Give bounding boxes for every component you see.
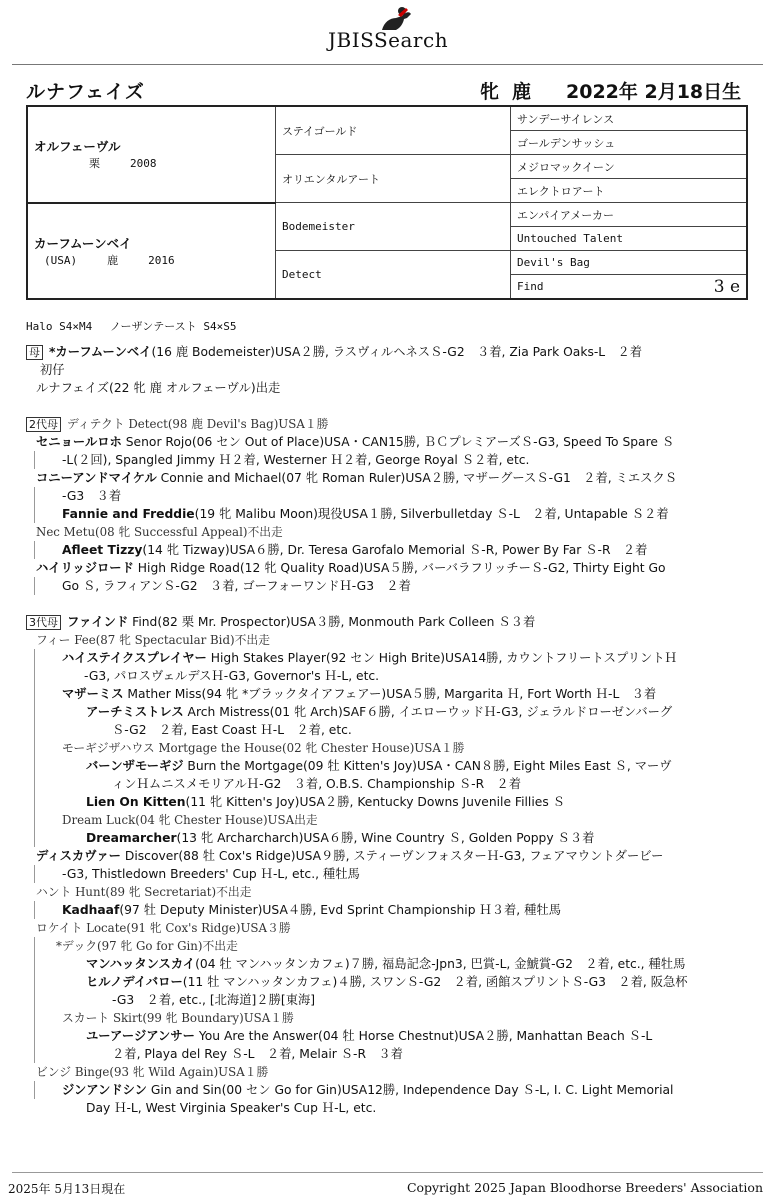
horse-record-text: Find(82 栗 Mr. Prospector)USA３勝, Monmouth Park Colleen Ｓ３着 [128,615,536,629]
inbreeding-note: Halo S4×M4 ノーザンテースト S4×S5 [26,320,237,333]
horse-record-text: (13 牝 Archarcharch)USA６勝, Wine Country Ｓ, Golden Poppy Ｓ３着 [176,831,595,845]
family-line [26,1009,748,1027]
horse-record-text: Day Ｈ-L, West Virginia Speaker's Cup Ｈ-L, etc. [86,1101,377,1115]
family-line [26,847,748,865]
horse-record-text: (11 牡 マンハッタンカフェ)４勝, スワンＳ-G2 ２着, 函館スプリントＳ-G3 ２着, 阪急杯 [182,975,688,989]
pedigree-g3-3[interactable]: メジロマックイーン [511,155,748,179]
pedigree-g3-1[interactable]: サンデーサイレンス [511,106,748,131]
family-line [26,721,748,739]
horse-record-text: ハント Hunt(89 牝 Secretariat)不出走 [36,885,252,899]
horse-record-text: ビンジ Binge(93 牝 Wild Again)USA１勝 [36,1065,269,1079]
horse-name: ルナフェイズ [26,81,145,103]
pedigree-g3-2[interactable]: ゴールデンサッシュ [511,131,748,155]
family-line [26,1081,748,1099]
generation-tag: 母 [26,345,43,360]
horse-link[interactable]: ヒルノデイバロー [86,975,183,989]
horse-record-text: ２着, Playa del Rey Ｓ-L ２着, Melair Ｓ-R ３着 [112,1047,403,1061]
horse-link[interactable]: Kadhaaf [62,903,120,917]
family-line [26,865,748,883]
family-line [26,1045,748,1063]
horse-record-text: ディテクト Detect(98 鹿 Devil's Bag)USA１勝 [67,417,329,431]
section-gap [26,595,748,613]
family-line [26,973,748,991]
horse-sex: 牝 [480,81,500,103]
family-line [26,559,748,577]
sire-info: 栗 2008 [89,157,157,171]
horse-record-text: ロケイト Locate(91 牝 Cox's Ridge)USA３勝 [36,921,291,935]
horse-record-text: You Are the Answer(04 牡 Horse Chestnut)USA２勝, Manhattan Beach Ｓ-L [194,1029,653,1043]
horse-record-text: Connie and Michael(07 牝 Roman Ruler)USA２勝, マザーグースＳ-G1 ２着, ミエスクＳ [156,471,678,485]
horse-color: 鹿 [512,81,532,103]
section-gap [26,397,748,415]
family-line [26,649,748,667]
horse-record-text: -G3 ３着 [62,489,122,503]
family-line [26,1027,748,1045]
family-line [26,955,748,973]
horse-record-text: -G3, Thistledown Breeders' Cup Ｈ-L, etc., 種牡馬 [62,867,360,881]
horse-link[interactable]: マザーミス [62,687,124,701]
horse-record-text: (19 牝 Malibu Moon)現役USA１勝, Silverbulletday Ｓ-L ２着, Untapable Ｓ２着 [194,507,669,521]
horse-record-text: Burn the Mortgage(09 牡 Kitten's Joy)USA・CAN８勝, Eight Miles East Ｓ, マーヴ [183,759,672,773]
horse-link[interactable]: Fannie and Freddie [62,507,195,521]
pedigree-dam-dam[interactable]: Detect [276,251,511,300]
footer-divider [12,1172,763,1173]
logo-text: JBISSearch [328,28,449,52]
horse-record-text: -G3 ２着, etc., [北海道]２勝[東海] [112,993,316,1007]
family-line [26,703,748,721]
horse-birthdate: 2022年 2月18日生 [566,81,742,103]
family-line [26,469,748,487]
family-line [26,577,748,595]
horse-record-text: ルナフェイズ(22 牝 鹿 オルフェーヴル)出走 [36,381,281,395]
horse-record-text: -L(２回), Spangled Jimmy Ｈ２着, Westerner Ｈ２着, George Royal Ｓ２着, etc. [62,453,530,467]
family-line [26,523,748,541]
family-line [26,451,748,469]
family-line [26,991,748,1009]
pedigree-sire-sire[interactable]: ステイゴールド [276,106,511,155]
family-line [26,811,748,829]
family-line [26,883,748,901]
family-line [26,433,748,451]
family-line [26,487,748,505]
family-line [26,937,748,955]
horse-link[interactable]: Dreamarcher [86,831,177,845]
family-line [26,361,748,379]
family-line [26,793,748,811]
horse-record-text: Discover(88 牡 Cox's Ridge)USA９勝, スティーヴンフォスターＨ-G3, フェアマウントダービー [120,849,664,863]
family-line [26,1099,748,1117]
family-line [26,631,748,649]
family-line [26,415,748,433]
horse-record-text: スカート Skirt(99 牝 Boundary)USA１勝 [62,1011,294,1025]
horse-link[interactable]: セニョールロホ [36,435,122,449]
generation-tag: 2代母 [26,417,61,432]
horse-link[interactable]: ハイステイクスプレイヤー [62,651,207,665]
horse-link[interactable]: ジンアンドシン [62,1083,147,1097]
horse-record-text: (97 牡 Deputy Minister)USA４勝, Evd Sprint Championship Ｈ３着, 種牡馬 [119,903,562,917]
pedigree-g3-4[interactable]: エレクトロアート [511,179,748,203]
generation-tag: 3代母 [26,615,61,630]
family-line [26,505,748,523]
dam-info: (USA) 鹿 2016 [44,253,175,267]
family-line [26,541,748,559]
pedigree-sire[interactable] [27,106,276,203]
family-line [26,901,748,919]
footer-copyright: Copyright 2025 Japan Bloodhorse Breeders' Association [406,1180,763,1195]
jbis-search-logo[interactable] [328,6,468,54]
pedigree-dam-sire[interactable]: Bodemeister [276,203,511,251]
horse-link[interactable]: Afleet Tizzy [62,543,143,557]
pedigree-table [26,105,748,300]
pedigree-g3-8[interactable]: Find 3 e [511,275,748,300]
horse-record-text: ィンＨムニスメモリアルＨ-G2 ３着, O.B.S. Championship Ｓ-R ２着 [112,777,522,791]
family-line [26,775,748,793]
pedigree-g3-5[interactable]: エンパイアメーカー [511,203,748,227]
horse-record-text: Dream Luck(04 牝 Chester House)USA出走 [62,813,318,827]
family-number: 3 e [713,277,740,297]
horse-record-text: フィー Fee(87 牝 Spectacular Bid)不出走 [36,633,270,647]
horse-link[interactable]: ハイリッジロード [36,561,134,575]
horse-record-text: Senor Rojo(06 セン Out of Place)USA・CAN15勝, ＢＣプレミアーズＳ-G3, Speed To Spare Ｓ [121,435,675,449]
family-record [26,343,748,1117]
horse-link[interactable]: マンハッタンスカイ [86,957,196,971]
dam-name: カーフムーンベイ [34,235,132,251]
pedigree-g3-7[interactable]: Devil's Bag [511,251,748,275]
horse-link[interactable]: ディスカヴァー [36,849,121,863]
family-line [26,919,748,937]
family-line [26,757,748,775]
horse-record-text: (14 牝 Tizway)USA６勝, Dr. Teresa Garofalo Memorial Ｓ-R, Power By Far Ｓ-R ２着 [142,543,648,557]
horse-record-text: モーギジザハウス Mortgage the House(02 牝 Chester House)USA１勝 [62,741,465,755]
family-line [26,739,748,757]
horse-record-text: Nec Metu(08 牝 Successful Appeal)不出走 [36,525,283,539]
horse-record-text: Mather Miss(94 牝 *ブラックタイアフェアー)USA５勝, Margarita Ｈ, Fort Worth Ｈ-L ３着 [123,687,657,701]
horse-record-text: High Ridge Road(12 牝 Quality Road)USA５勝, バーバラフリッチーＳ-G2, Thirty Eight Go [133,561,666,575]
family-line [26,1063,748,1081]
sire-name: オルフェーヴル [34,139,121,155]
horse-link[interactable]: バーンザモーギジ [86,759,184,773]
pedigree-dam[interactable] [27,203,276,300]
horse-record-text: Go Ｓ, ラフィアンＳ-G2 ３着, ゴーフォーワンドＨ-G3 ２着 [62,579,411,593]
horse-record-text: (04 牡 マンハッタンカフェ)７勝, 福島記念-Jpn3, 巴賞-L, 金鯱賞-G2 ２着, etc., 種牡馬 [195,957,686,971]
horse-link[interactable]: コニーアンドマイケル [36,471,157,485]
family-line [26,613,748,631]
horse-record-text: Ｓ-G2 ２着, East Coast Ｈ-L ２着, etc. [112,723,352,737]
pedigree-g3-6[interactable]: Untouched Talent [511,227,748,251]
horse-record-text: (11 牝 Kitten's Joy)USA２勝, Kentucky Downs Juvenile Fillies Ｓ [185,795,565,809]
family-line [26,667,748,685]
footer-date: 2025年 5月13日現在 [8,1182,126,1196]
horse-link[interactable]: *カーフムーンベイ [49,345,152,359]
horse-record-text: Gin and Sin(00 セン Go for Gin)USA12勝, Independence Day Ｓ-L, I. C. Light Memorial [146,1083,674,1097]
horse-record-text: *デック(97 牝 Go for Gin)不出走 [56,939,238,953]
family-line [26,343,748,361]
family-line [26,379,748,397]
family-line [26,829,748,847]
horse-link[interactable]: Lien On Kitten [86,795,186,809]
pedigree-sire-dam[interactable]: オリエンタルアート [276,155,511,203]
horse-record-text: (16 鹿 Bodemeister)USA２勝, ラスヴィルヘネスＳ-G2 ３着, Zia Park Oaks-L ２着 [151,345,643,359]
horse-link[interactable]: ユーアージアンサー [86,1029,195,1043]
horse-record-text: 初仔 [40,363,65,377]
horse-link[interactable]: アーチミストレス [86,705,184,719]
horse-record-text: -G3, パロスヴェルデスＨ-G3, Governor's Ｈ-L, etc. [84,669,380,683]
family-line [26,685,748,703]
horse-link[interactable]: ファインド [67,615,129,629]
header-divider [12,64,763,65]
horse-record-text: Arch Mistress(01 牝 Arch)SAF６勝, イエローウッドＨ-G3, ジェラルドローゼンバーグ [183,705,673,719]
horse-record-text: High Stakes Player(92 セン High Brite)USA14勝, カウントフリートスプリントＨ [206,651,677,665]
